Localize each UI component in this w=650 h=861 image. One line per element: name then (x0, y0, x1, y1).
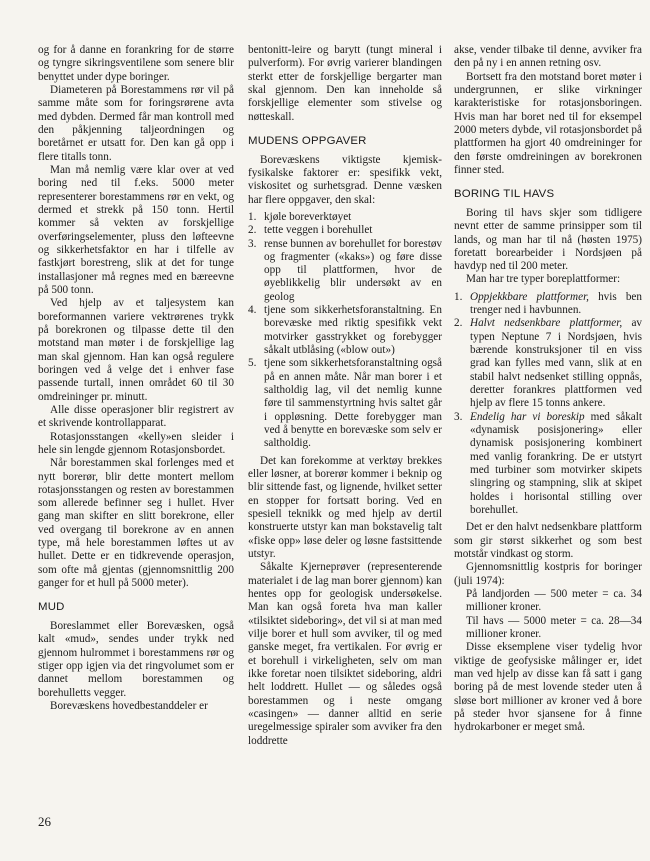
list-text: kjøle boreverktøyet (264, 210, 352, 223)
list-emphasis: Endelig har vi boreskip (470, 410, 585, 423)
paragraph: Boring til havs skjer som tidligere nevnt etter de samme prinsipper som til lands, og man har til nå (høsten 1975) foretatt borearbeider i Nordsjøen på havdyp ned til 200 meter. (454, 206, 642, 273)
paragraph: Ved hjelp av et taljesystem kan boreformannen variere vektrørenes trykk på borekronen og tilpasse dette til den motstand man møter i de forskjellige lag man skal gjennom. Han kan også regulere boringen ved å velge det i enhver fase passende turtall, innen området 60 til 30 omdreininger pr. minutt. (38, 297, 234, 403)
list-number: 2. (454, 317, 463, 330)
list-body: med såkalt «dynamisk posisjonering» eller dynamisk posisjonering kombinert med vanlig forankring. De er utstyrt med turbiner som motvirker skipets slingring og stampning, slik at skipet holdes i horisontal stilling over borehullet. (470, 410, 642, 517)
platform-list (454, 291, 642, 518)
list-text: tjene som sikkerhetsforanstaltning. En borevæske med riktig spesifikk vekt motvirker gasstrykket og forebygger såkalt utblåsing («blow out») (264, 304, 442, 357)
list-text (470, 317, 642, 410)
paragraph: Boreslammet eller Borevæsken, også kalt «mud», sendes under trykk ned gjennom hulrommet i borestammens rør og stiger opp igjen via det ringvolumet som er dannet mellom borestammen og borehulletts vegger. (38, 620, 234, 699)
list-text: rense bunnen av borehullet for borestøv og fragmenter («kaks») og føre disse opp til plattformen, hvor de øyeblikkelig blir undersøkt av en geolog (264, 237, 443, 303)
paragraph: akse, vender tilbake til denne, avviker fra den på ny i en annen retning osv. (454, 44, 642, 70)
paragraph: Man har tre typer boreplattformer: (466, 273, 621, 286)
paragraph: bentonitt-leire og barytt (tungt mineral i pulverform). For øvrig varierer blandingen sterkt etter de forskjellige bergarter man skal gjennom. Den kan inneholde så forskjellige elementer som stivelse og nøtteskall. (248, 44, 442, 123)
list-body: hvis ben trenger ned i havbunnen. (470, 290, 642, 317)
list-number: 3. (454, 410, 463, 423)
list-number: 4. (248, 304, 257, 317)
list-item (454, 317, 642, 410)
section-heading-boring-til-havs: BORING TIL HAVS (454, 188, 555, 201)
list-item (248, 238, 442, 305)
paragraph: og for å danne en forankring for de større og tyngre sikringsventilene som senere blir benyttet under dype boringer. (38, 44, 234, 83)
paragraph: Borevæskens hovedbestanddeler er (50, 699, 208, 712)
list-text: tette veggen i borehullet (264, 224, 373, 237)
paragraph: Man må nemlig være klar over at ved boring ned til f.eks. 5000 meter representerer borestammens rør en vekt, og dermed et strekk på 150 tonn. Hertil kommer så vekten av forskjellige overføringselementer, pluss den løfteevne og sikkerhetsfaktor en har i tilfelle av fastkjørt borestreng, slik at det for tunge installasjoner må regnes med en bæreevne på 500 tonn. (38, 163, 234, 296)
list-item (248, 357, 442, 450)
list-item (248, 304, 442, 357)
list-text: tjene som sikkerhetsforanstaltning også på en annen måte. Når man borer i et saltholdig lag, vil det nemlig kunne føre til sammenstyrtning hvis saltet går i oppløsning. Dette forebygger man ved å benytte en borevæske som selv er saltholdig. (264, 357, 442, 450)
list-body: av typen Neptune 7 i Nordsjøen, hvis bærende konstruksjoner til en viss grad kan fylles med vann, slik at en stabil halvt nedsenket stilling oppnås, deretter forankres plattformen ved hjelp av flere 15 tonns ankere. (470, 317, 642, 410)
page-number: 26 (38, 814, 51, 829)
column-2 (248, 44, 442, 748)
list-text (470, 411, 642, 518)
list-emphasis: Oppjekkbare plattformer, (470, 290, 589, 303)
column-1 (38, 44, 234, 713)
list-number: 5. (248, 357, 257, 370)
paragraph: Disse eksemplene viser tydelig hvor viktige de geofysiske målinger er, idet man ved hjelp av disse kan få satt i gang boring på de mest lovende steder uten å sløse bort millioner av kroner ved å bore på steder hvor sjansene for å finne hydrokarboner er meget små. (454, 641, 642, 734)
paragraph: Rotasjonsstangen «kelly»en sleider i hele sin lengde gjennom Rotasjonsbordet. (38, 430, 234, 456)
list-item (454, 411, 642, 518)
list-text (470, 291, 642, 318)
paragraph: Diameteren på Borestammens rør vil på samme måte som for foringsrørene avta med dybden. Dermed får man kontroll med den påkjenning taljeordningen og boretårnet er utsatt for. Den kan gå opp i flere titalls tonn. (38, 83, 234, 163)
section-heading-mudens-oppgaver: MUDENS OPPGAVER (248, 134, 367, 147)
paragraph: Borevæskens viktigste kjemisk-fysikalske faktorer er: spesifikk vekt, viskositet og surhetsgrad. Denne væsken har flere oppgaver, den skal: (248, 153, 442, 206)
section-heading-mud: MUD (38, 601, 65, 614)
list-number: 1. (454, 290, 463, 303)
column-3 (454, 44, 642, 735)
paragraph: Gjennomsnittlig kostpris for boringer (juli 1974): (454, 561, 642, 587)
paragraph: Det er den halvt nedsenkbare plattform som gir størst sikkerhet og som best motstår vindkast og storm. (454, 521, 642, 561)
cost-line: Til havs — 5000 meter = ca. 28—34 millioner kroner. (466, 614, 642, 641)
list-emphasis: Halvt nedsenkbare plattformer, (470, 317, 623, 330)
list-item (248, 224, 442, 237)
list-item (454, 291, 642, 318)
cost-line: På landjorden — 500 meter = ca. 34 millioner kroner. (466, 588, 642, 614)
list-number: 1. (248, 210, 257, 223)
task-list (248, 211, 442, 451)
paragraph: Bortsett fra den motstand boret møter i undergrunnen, er slike virkninger karakteristiske for rotasjonsboringen. Hvis man har boret ned til for eksempel 2000 meters dybde, vil rotasjonsbordet på plattformen ha gjort 40 omdreininger for den første omdreiningen av borekronen finner sted. (454, 70, 642, 176)
list-item (248, 211, 442, 224)
paragraph: Såkalte Kjerneprøver (representerende materialet i de lag man borer gjennom) kan hentes opp for geologisk undersøkelse. Man kan også foreta hva man kaller «tilsiktet sideboring», det vil si at man med vilje borer et hull som avviker, til og med ganske meget, fra vertikalen. For øvrig er et borehull i virkeligheten, selv om man ikke foretar noen tilsiktet sideboring, aldri helt loddrett. Hullet — og således også borestammen og i neste omgang «casingen» — danner alltid en serie uregelmessige spiraler som avviker fra den loddrette (248, 561, 442, 747)
paragraph: Det kan forekomme at verktøy brekkes eller løsner, at borerør kommer i beknip og blir sittende fast, og lignende, hvilket setter en stopper for fortsatt boring. Ved en spesiell teknikk og med hjelp av dertil konstruerte utstyr kan man bokstavelig talt «fiske opp» løse deler og løsne fastsittende utstyr. (248, 454, 442, 561)
paragraph: Når borestammen skal forlenges med et nytt borerør, blir dette montert mellom rotasjonsstangen og resten av borestammen som allerede befinner seg i hullet. Hver gang man skifter en slitt borekrone, eller ved overgang til borekrone av en annen type, må hele borestammen løftes ut av hullet. Dette er en tidkrevende operasjon, som ofte må gjentas (gjennomsnittlig 200 ganger for et hull på 5000 meter). (38, 457, 234, 590)
list-number: 3. (248, 237, 257, 250)
list-number: 2. (248, 224, 257, 237)
paragraph: Alle disse operasjoner blir registrert av et skrivende kontrollapparat. (38, 403, 234, 430)
